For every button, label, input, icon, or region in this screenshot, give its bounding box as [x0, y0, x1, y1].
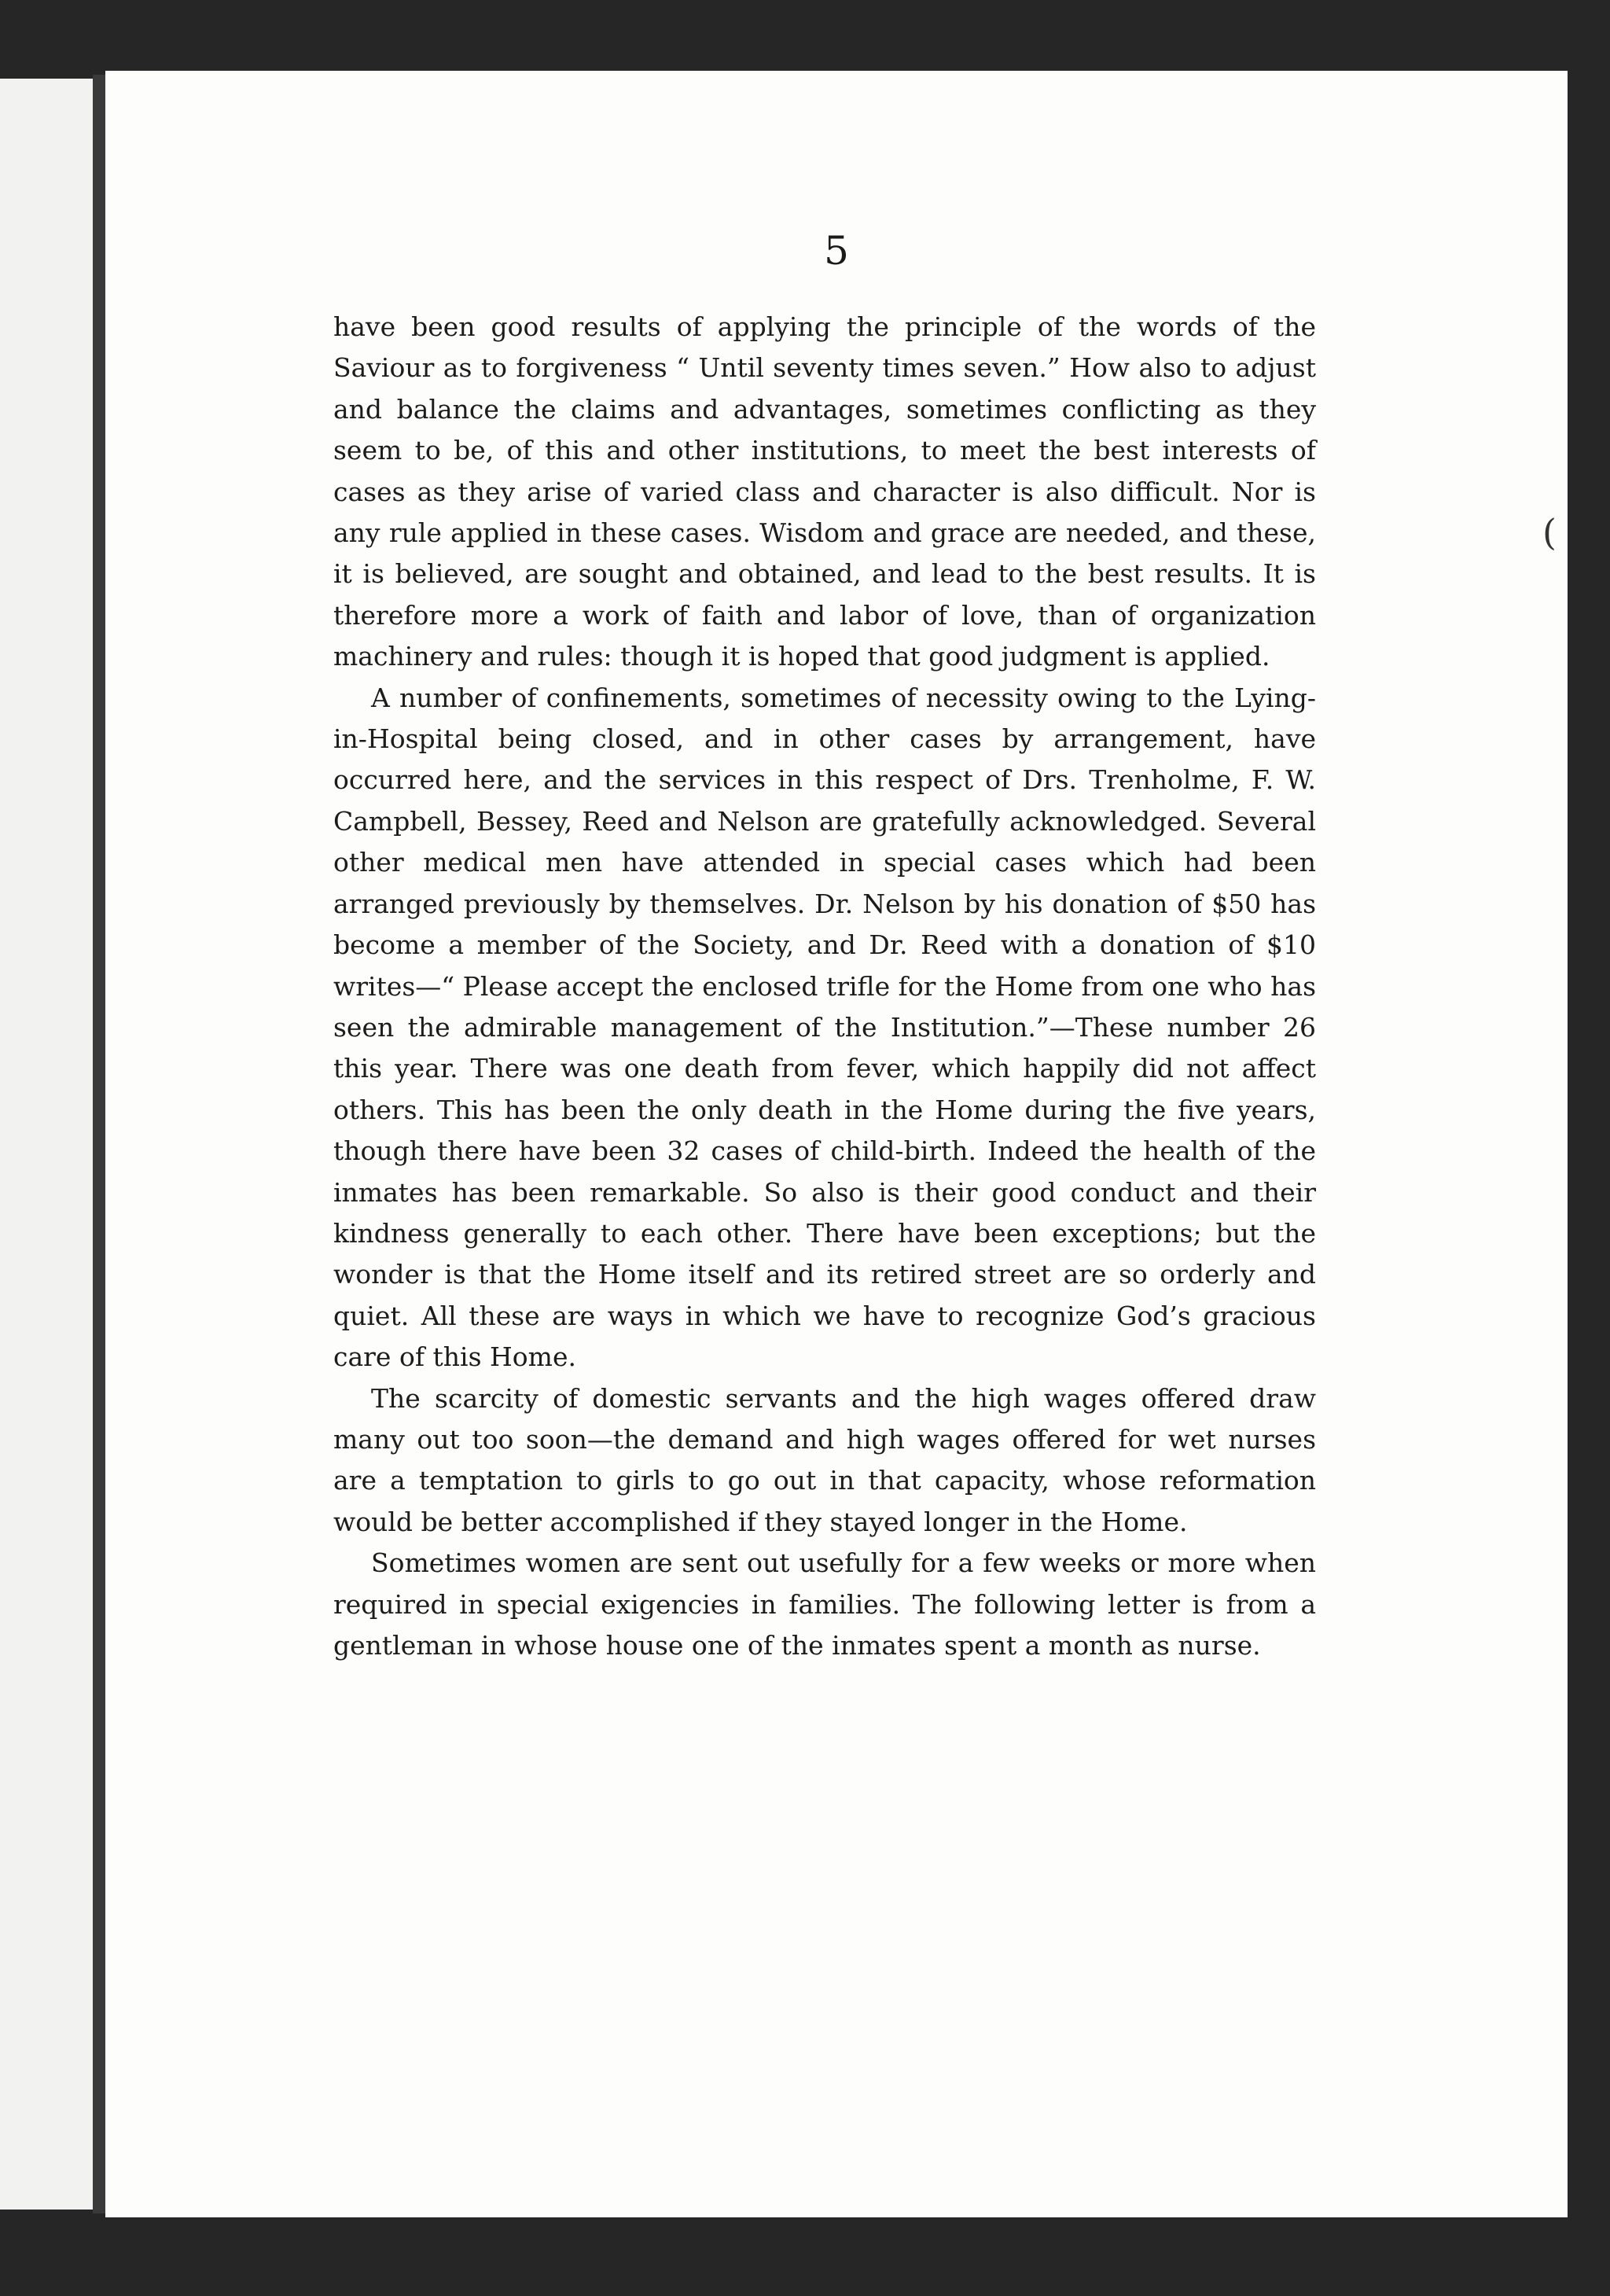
margin-mark: ( — [1542, 511, 1557, 554]
body-text — [333, 307, 1316, 1666]
document-page — [105, 71, 1568, 2217]
facing-page-edge — [0, 79, 93, 2210]
page-number: 5 — [824, 228, 849, 274]
paragraph-4: Sometimes women are sent out usefully for a few weeks or more when required in special exigencies in families. The following letter is from a gentleman in whose house one of the inmates spent a month as nurse. — [333, 1547, 1316, 1661]
paragraph-2: A number of confinements, sometimes of necessity owing to the Lying-in-Hospital being closed, and in other cases by arrangement, have occurred here, and the services in this respect of Drs. Trenholme, F. W. Campbell, Bessey, Reed and Nelson are gratefully acknowledged. Several other medical men have attended in special cases which had been arranged previously by themselves. Dr. Nelson by his donation of $50 has become a member of the Society, and Dr. Reed with a donation of $10 writes—“ Please accept the enclosed trifle for the Home from one who has seen the admirable management of the Institution.”—These number 26 this year. There was one death from fever, which happily did not affect others. This has been the only death in the Home during the five years, though there have been 32 cases of child-birth. Indeed the health of the inmates has been remarkable. So also is their good conduct and their kindness generally to each other. There have been exceptions; but the wonder is that the Home itself and its retired street are so orderly and quiet. All these are ways in which we have to recognize God’s gracious care of this Home. — [333, 682, 1316, 1373]
book-spine — [93, 75, 105, 2213]
paragraph-1: have been good results of applying the principle of the words of the Saviour as to forgiveness “ Until seventy times seven.” How also to adjust and balance the claims and advantages, sometimes conflicting as they seem to be, of this and other institutions, to meet the best interests of cases as they arise of varied class and character is also difficult. Nor is any rule applied in these cases. Wisdom and grace are needed, and these, it is believed, are sought and obtained, and lead to the best results. It is therefore more a work of faith and labor of love, than of organization machinery and rules: though it is hoped that good judgment is applied. — [333, 311, 1316, 672]
paragraph-3: The scarcity of domestic servants and the high wages offered draw many out too soon—the demand and high wages offered for wet nurses are a temptation to girls to go out in that capacity, whose reformation would be better accomplished if they stayed longer in the Home. — [333, 1382, 1316, 1537]
